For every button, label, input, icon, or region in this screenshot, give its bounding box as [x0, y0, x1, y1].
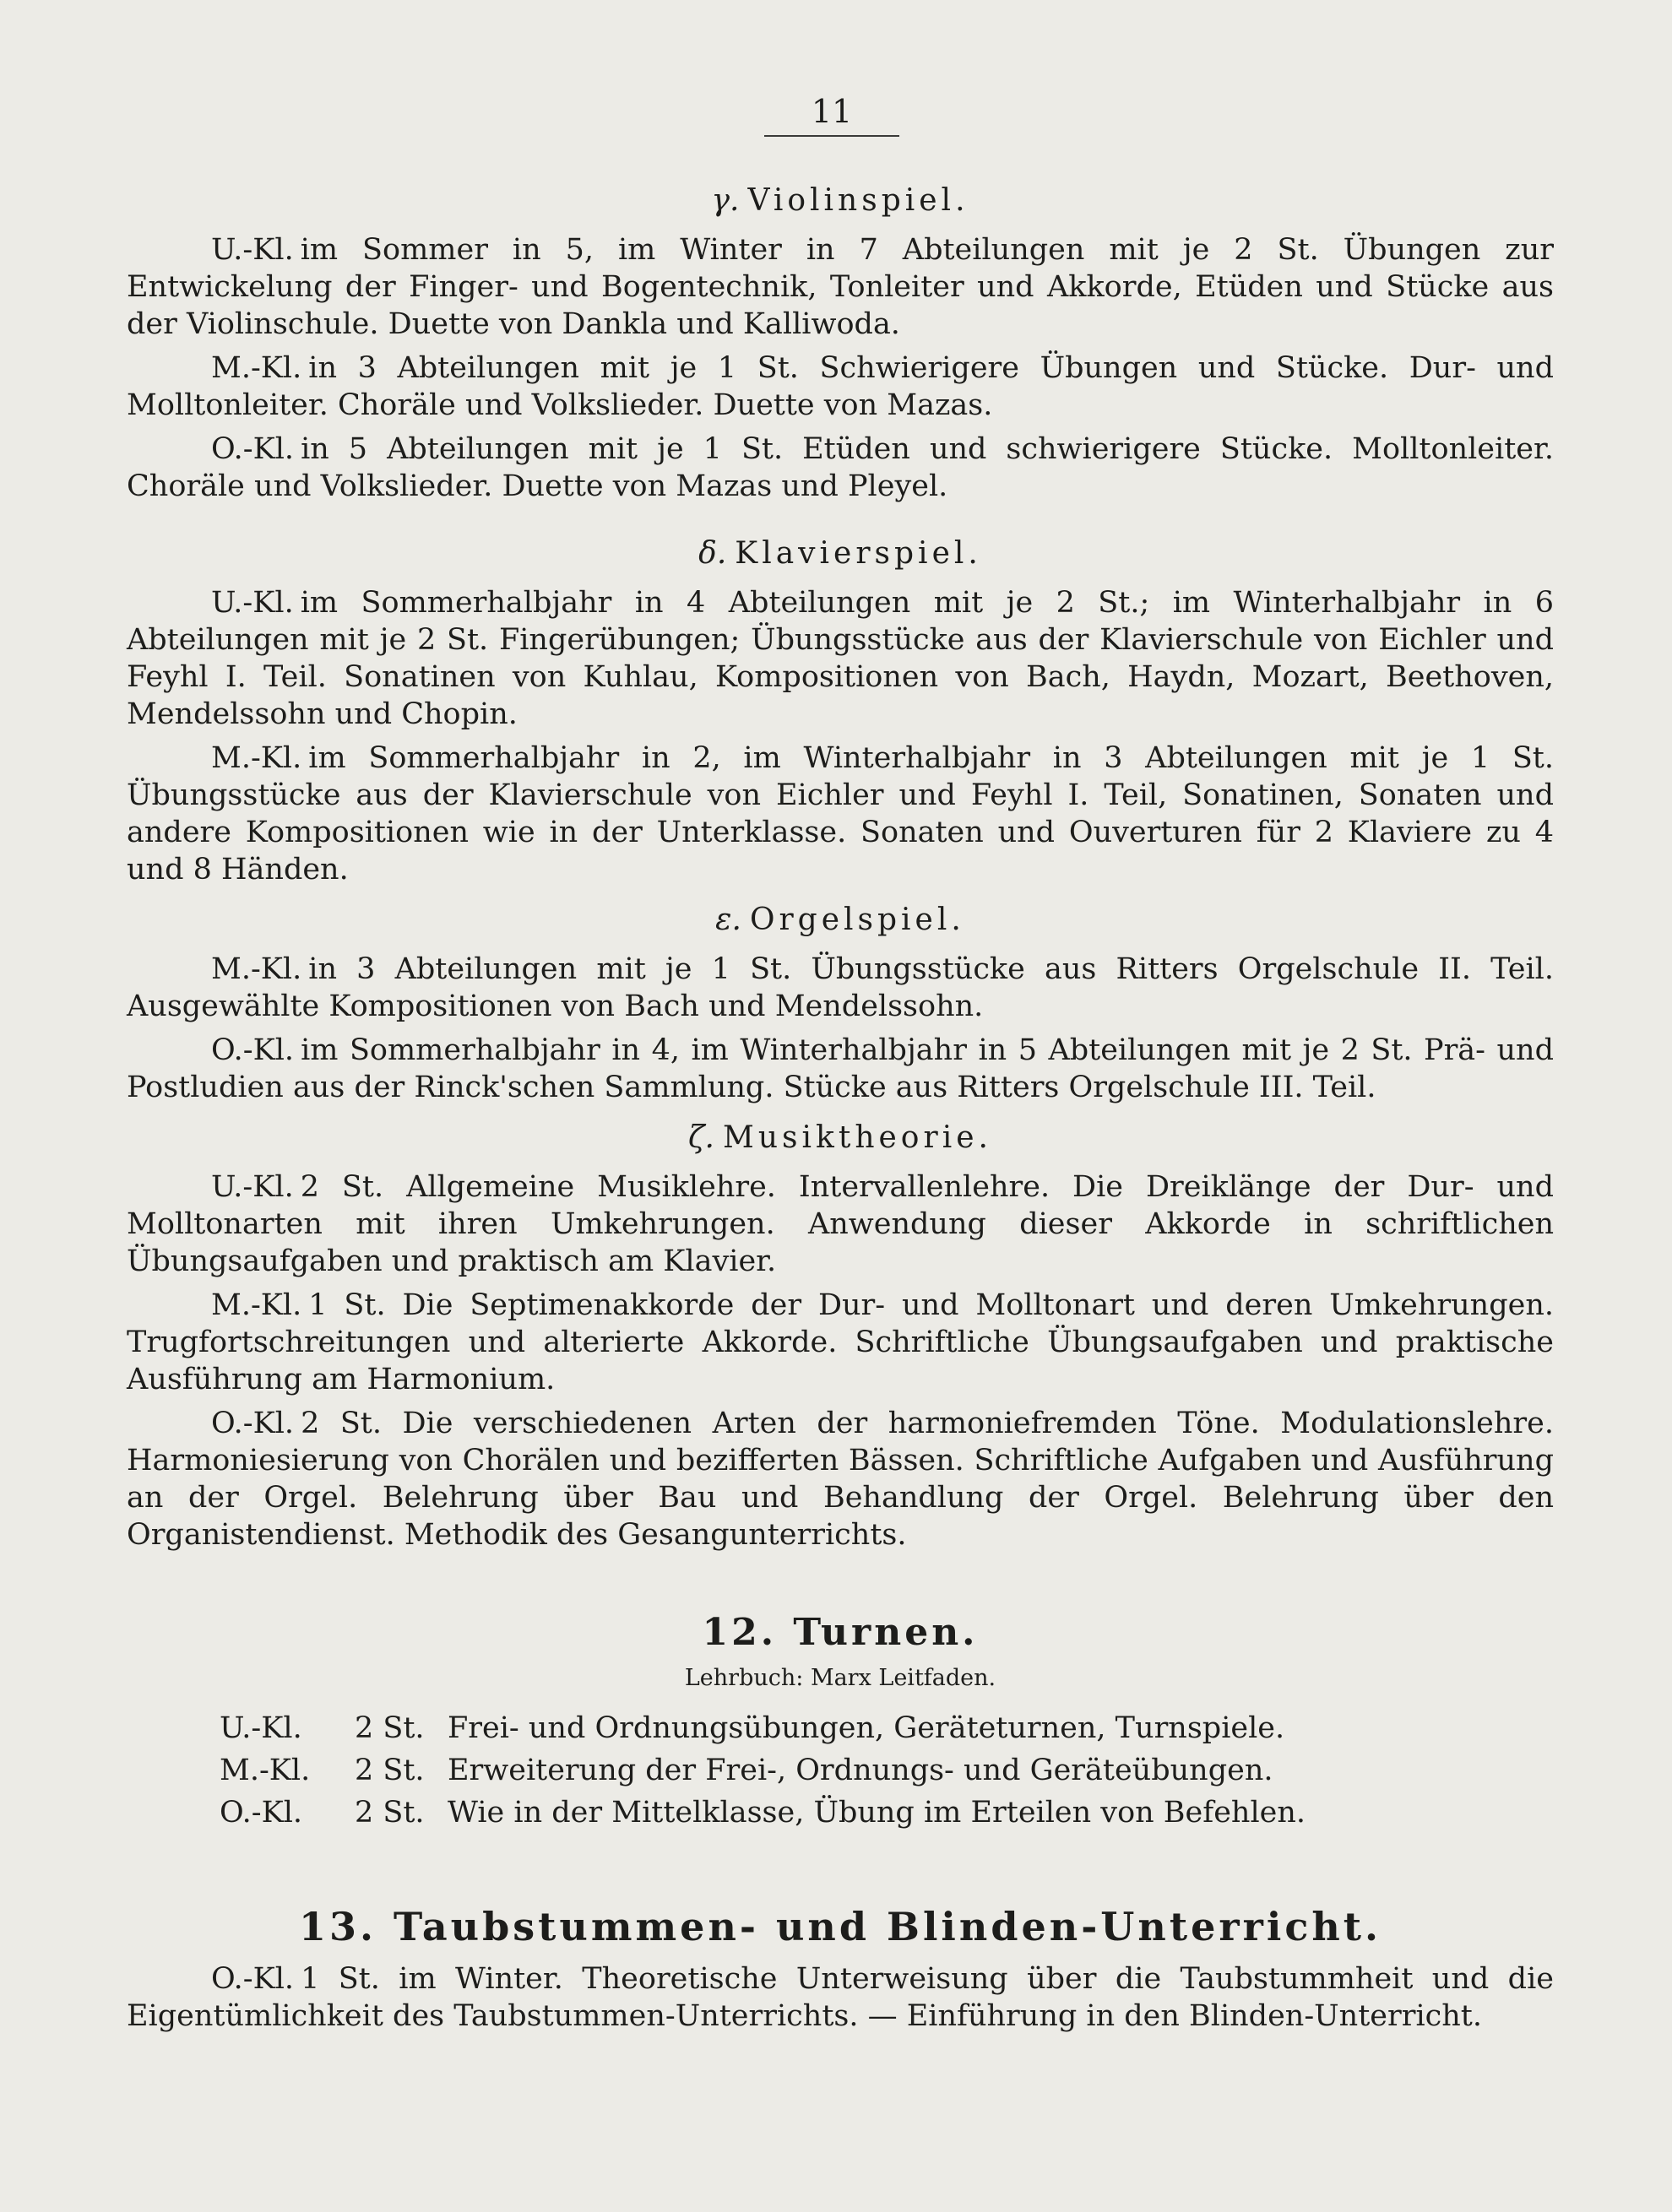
page-number: 11 [811, 93, 853, 130]
paragraph-text: in 3 Abteilungen mit je 1 St. Schwierigere Übungen und Stücke. Dur- und Molltonleiter. Choräle und Volkslieder. Duette von Mazas. [127, 351, 1554, 422]
schedule-line [127, 1792, 1554, 1834]
paragraph-text: 2 St. Allgemeine Musiklehre. Intervallenlehre. Die Dreiklänge der Dur- und Molltonarten mit ihren Umkehrungen. Anwendung dieser Akkorde in schriftlichen Übungsaufgaben und praktisch am Klavier. [127, 1170, 1554, 1278]
paragraph [127, 1032, 1554, 1106]
subsection-marker: ε. [715, 903, 741, 937]
paragraph [127, 1405, 1554, 1553]
subsection-title: Violinspiel. [747, 183, 969, 218]
class-label: M.-Kl. [211, 1288, 302, 1322]
hours: 2 St. [355, 1754, 425, 1787]
class-label: U.-Kl. [220, 1711, 302, 1745]
page-content [127, 169, 1554, 2041]
class-label: O.-Kl. [211, 1407, 295, 1440]
class-label: O.-Kl. [211, 432, 295, 466]
paragraph [127, 1287, 1554, 1398]
subsection-heading-piano [127, 530, 1554, 577]
subsection-title: Klavierspiel. [735, 536, 982, 571]
schedule-text: Wie in der Mittelklasse, Übung im Erteilen von Befehlen. [448, 1796, 1306, 1830]
class-label: O.-Kl. [211, 1033, 295, 1067]
paragraph [127, 1960, 1554, 2035]
paragraph [127, 1168, 1554, 1280]
subsection-title: Musiktheorie. [723, 1120, 992, 1155]
paragraph [127, 431, 1554, 505]
subsection-heading-organ [127, 897, 1554, 944]
section-heading-gym: 12. Turnen. [702, 1611, 979, 1654]
class-label: M.-Kl. [211, 952, 302, 986]
paragraph-text: in 5 Abteilungen mit je 1 St. Etüden und schwierigere Stücke. Molltonleiter. Choräle und Volkslieder. Duette von Mazas und Pleyel. [127, 432, 1554, 503]
paragraph-text: im Sommerhalbjahr in 4, im Winterhalbjahr in 5 Abteilungen mit je 2 St. Prä- und Postludien aus der Rinck'schen Sammlung. Stücke aus Ritters Orgelschule III. Teil. [127, 1033, 1554, 1104]
hours: 2 St. [355, 1711, 425, 1745]
subsection-marker: ζ. [688, 1120, 714, 1155]
class-label: U.-Kl. [211, 586, 294, 620]
subsection-title: Orgelspiel. [749, 903, 965, 937]
schedule-line [127, 1749, 1554, 1792]
paragraph [127, 350, 1554, 424]
class-label: O.-Kl. [220, 1796, 303, 1830]
paragraph-text: im Sommerhalbjahr in 2, im Winterhalbjahr in 3 Abteilungen mit je 1 St. Übungsstücke aus der Klavierschule von Eichler und Feyhl I. Teil, Sonatinen, Sonaten und andere Kompositionen wie in der Unterklasse. Sonaten und Ouverturen für 2 Klaviere zu 4 und 8 Händen. [127, 741, 1554, 886]
schedule-text: Frei- und Ordnungsübungen, Geräteturnen, Turnspiele. [448, 1711, 1285, 1745]
section-heading-deaf-blind: 13. Taubstummen- und Blinden-Unterricht. [298, 1904, 1382, 1949]
subsection-heading-violin [127, 177, 1554, 225]
class-label: U.-Kl. [211, 233, 294, 267]
section-subtitle: Lehrbuch: Marx Leitfaden. [684, 1665, 996, 1691]
class-label: M.-Kl. [211, 351, 302, 385]
subsection-marker: δ. [698, 536, 727, 571]
schedule-text: Erweiterung der Frei-, Ordnungs- und Geräteübungen. [448, 1754, 1273, 1787]
paragraph [127, 584, 1554, 733]
hours: 2 St. [355, 1796, 425, 1830]
subsection-marker: γ. [711, 183, 740, 218]
schedule-line [127, 1707, 1554, 1749]
paragraph [127, 231, 1554, 343]
page-number-rule [764, 135, 899, 137]
paragraph [127, 951, 1554, 1025]
class-label: U.-Kl. [211, 1170, 294, 1204]
paragraph [127, 740, 1554, 888]
paragraph-text: 1 St. im Winter. Theoretische Unterweisung über die Taubstummheit und die Eigentümlichkeit des Taubstummen-Unterrichts. — Einführung in den Blinden-Unterricht. [127, 1962, 1554, 2033]
class-label: O.-Kl. [211, 1962, 295, 1996]
subsection-heading-theory [127, 1114, 1554, 1162]
paragraph-text: in 3 Abteilungen mit je 1 St. Übungsstücke aus Ritters Orgelschule II. Teil. Ausgewählte Kompositionen von Bach und Mendelssohn. [127, 952, 1554, 1023]
class-label: M.-Kl. [220, 1754, 311, 1787]
paragraph-text: im Sommerhalbjahr in 4 Abteilungen mit je 2 St.; im Winterhalbjahr in 6 Abteilungen mit je 2 St. Fingerübungen; Übungsstücke aus der Klavierschule von Eichler und Feyhl I. Teil. Sonatinen von Kuhlau, Kompositionen von Bach, Haydn, Mozart, Beethoven, Mendelssohn und Chopin. [127, 586, 1554, 731]
class-label: M.-Kl. [211, 741, 302, 775]
paragraph-text: 2 St. Die verschiedenen Arten der harmoniefremden Töne. Modulationslehre. Harmoniesierung von Chorälen und bezifferten Bässen. Schriftliche Aufgaben und Ausführung an der Orgel. Belehrung über Bau und Behandlung der Orgel. Belehrung über den Organistendienst. Methodik des Gesangunterrichts. [127, 1407, 1554, 1552]
paragraph-text: im Sommer in 5, im Winter in 7 Abteilungen mit je 2 St. Übungen zur Entwickelung der Finger- und Bogentechnik, Tonleiter und Akkorde, Etüden und Stücke aus der Violinschule. Duette von Dankla und Kalliwoda. [127, 233, 1554, 341]
paragraph-text: 1 St. Die Septimenakkorde der Dur- und Molltonart und deren Umkehrungen. Trugfortschreitungen und alterierte Akkorde. Schriftliche Übungsaufgaben und praktische Ausführung am Harmonium. [127, 1288, 1554, 1396]
